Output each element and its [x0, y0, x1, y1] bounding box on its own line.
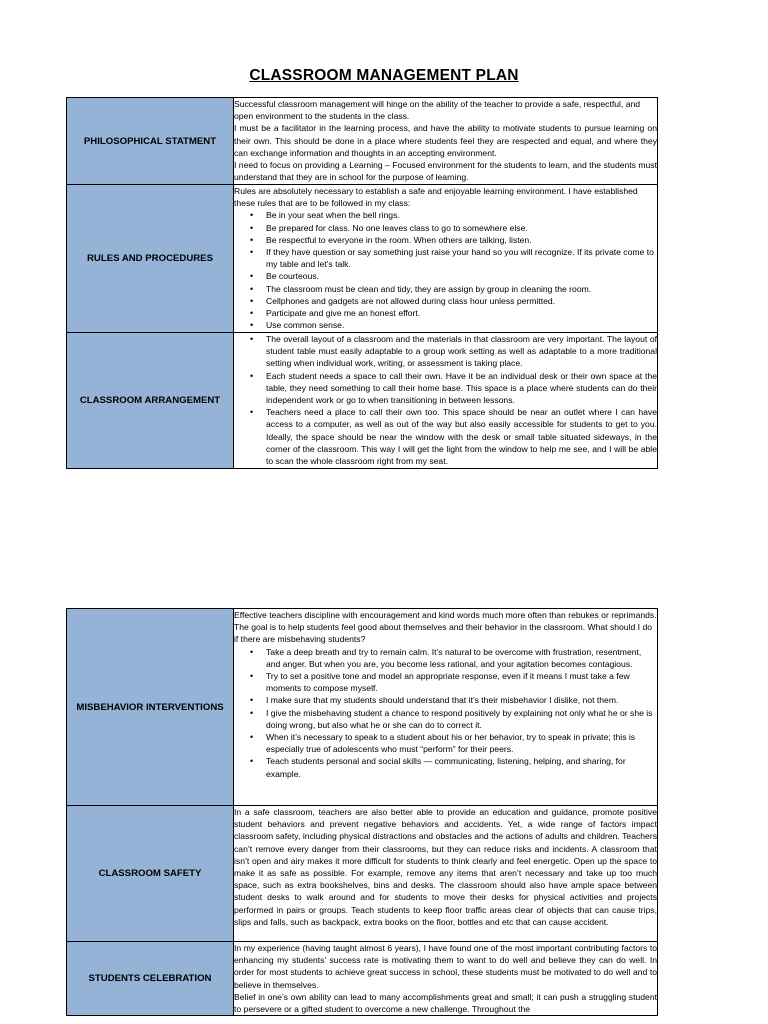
row-content: [234, 942, 658, 1016]
row-heading: CLASSROOM SAFETY: [67, 806, 234, 942]
list-item: • Be courteous.: [266, 270, 657, 282]
paragraph: Rules are absolutely necessary to establish a safe and enjoyable learning environment. I have established these rules that are to be followed in my class:: [234, 186, 638, 209]
list-item: • Use common sense.: [266, 319, 657, 331]
paragraph: I need to focus on providing a Learning – Focused environment for the students to learn, and the students must understand that they are in school for the purpose of learning.: [234, 160, 657, 183]
paragraph: Belief in one’s own ability can lead to many accomplishments great and small; it can push a struggling student to persevere or a gifted student to overcome a new challenge. Throughout the: [234, 991, 657, 1015]
table-row: [67, 609, 658, 806]
table-row: [67, 98, 658, 185]
row-heading: CLASSROOM ARRANGEMENT: [67, 333, 234, 469]
list-item: • Each student needs a space to call their own. Have it be an individual desk or their own space at the table, they need something to call their home base. This space is a place where students can do their independent work or go to when transitioning in between lessons.: [266, 370, 657, 407]
bullet-list: [234, 209, 657, 331]
list-item: • I give the misbehaving student a chance to respond positively by explaining not only what he or she is doing wrong, but also what he or she can do to correct it.: [266, 707, 657, 731]
paragraph: I must be a facilitator in the learning process, and have the ability to motivate students to pursue learning on their own. This should be done in a place where students feel they are respected and equal, and where they can exchange information and thoughts in an accepting environment.: [234, 123, 657, 158]
plan-table-2: [66, 608, 658, 1016]
list-item: • The overall layout of a classroom and the materials in that classroom are very important. The layout of student table must easily adaptable to a group work setting as well as adaptable to a more traditional setting when individual work, writing, or assessment is taking place.: [266, 333, 657, 370]
row-heading: RULES AND PROCEDURES: [67, 185, 234, 333]
paragraph: Successful classroom management will hinge on the ability of the teacher to provide a safe, respectful, and open environment to the students in the class.: [234, 99, 641, 122]
bullet-list: [234, 333, 657, 467]
table-row: [67, 185, 658, 333]
row-content: [234, 333, 658, 469]
bullet-list: [234, 646, 657, 780]
list-item: • Teach students personal and social skills — communicating, listening, helping, and sharing, for example.: [266, 755, 657, 779]
row-content: [234, 806, 658, 942]
list-item: • Cellphones and gadgets are not allowed during class hour unless permitted.: [266, 295, 657, 307]
list-item: • Be respectful to everyone in the room. When others are talking, listen.: [266, 234, 657, 246]
list-item: • I make sure that my students should understand that it’s their misbehavior I dislike, not them.: [266, 694, 657, 706]
row-content: [234, 609, 658, 806]
list-item: • Take a deep breath and try to remain calm. It’s natural to be overcome with frustration, resentment, and anger. But when you are, you become less rational, and your agitation becomes contagious.: [266, 646, 657, 670]
list-item: • Participate and give me an honest effort.: [266, 307, 657, 319]
paragraph: In a safe classroom, teachers are also better able to provide an education and guidance, promote positive student behaviors and prevent negative behaviors and accidents. Yet, a wide range of factors impact classroom safety, including physical distractions and obstacles and the actions of adults and children. Teachers can’t remove every danger from their classrooms, but they can reduce risks and incidents. A classroom that isn’t open and airy makes it more difficult for students to think clearly and feel energetic. Open up the space to make it as safe as possible. For example, remove any items that aren’t necessary and take up too much space, such as extra bookshelves, bins and desks. The classroom should also have ample space between student desks to walk around and for students to move their desks for physical activities and projects performed in pairs or groups. Teach students to keep floor traffic areas clear of objects that can cause trips, slips and falls, such as backpack, extra books on the floor, bottles and etc that can cause accident.: [234, 807, 657, 927]
list-item: • The classroom must be clean and tidy, they are assign by group in cleaning the room.: [266, 283, 657, 295]
table-row: [67, 942, 658, 1016]
list-item: • When it’s necessary to speak to a student about his or her behavior, try to speak in private; this is especially true of adolescents who must “perform” for their peers.: [266, 731, 657, 755]
row-heading: STUDENTS CELEBRATION: [67, 942, 234, 1016]
paragraph: In my experience (having taught almost 6 years), I have found one of the most important contributing factors to enhancing my students’ success rate is motivating them to want to do well and believe they can do well. In order for most students to achieve great success in school, these students must be motivated to do well and to believe in themselves.: [234, 943, 657, 990]
page-title: CLASSROOM MANAGEMENT PLAN: [249, 67, 519, 84]
list-item: • Teachers need a place to call their own too. This space should be near an outlet where I can have access to a computer, as well as out of the way but also easily accessible for students to get to you. Ideally, the space should be near the window with the desk or small table situated sideways, in the corner of the classroom. This way I will get the light from the window to help me see, and I will be able to scan the whole classroom right from my seat.: [266, 406, 657, 467]
list-item: • Be in your seat when the bell rings.: [266, 209, 657, 221]
row-heading: MISBEHAVIOR INTERVENTIONS: [67, 609, 234, 806]
row-content: [234, 185, 658, 333]
row-content: [234, 98, 658, 185]
list-item: • Try to set a positive tone and model an appropriate response, even if it means I must take a few moments to compose myself.: [266, 670, 657, 694]
list-item: • Be prepared for class. No one leaves class to go to somewhere else.: [266, 222, 657, 234]
list-item: • If they have question or say something just raise your hand so you will recognize. If its private come to my table and let’s talk.: [266, 246, 657, 270]
table-row: [67, 806, 658, 942]
plan-table-1: [66, 97, 658, 469]
row-heading: PHILOSOPHICAL STATMENT: [67, 98, 234, 185]
table-row: [67, 333, 658, 469]
paragraph: Effective teachers discipline with encouragement and kind words much more often than rebukes or reprimands. The goal is to help students feel good about themselves and their behavior in the classroom. What should I do if there are misbehaving students?: [234, 610, 657, 645]
